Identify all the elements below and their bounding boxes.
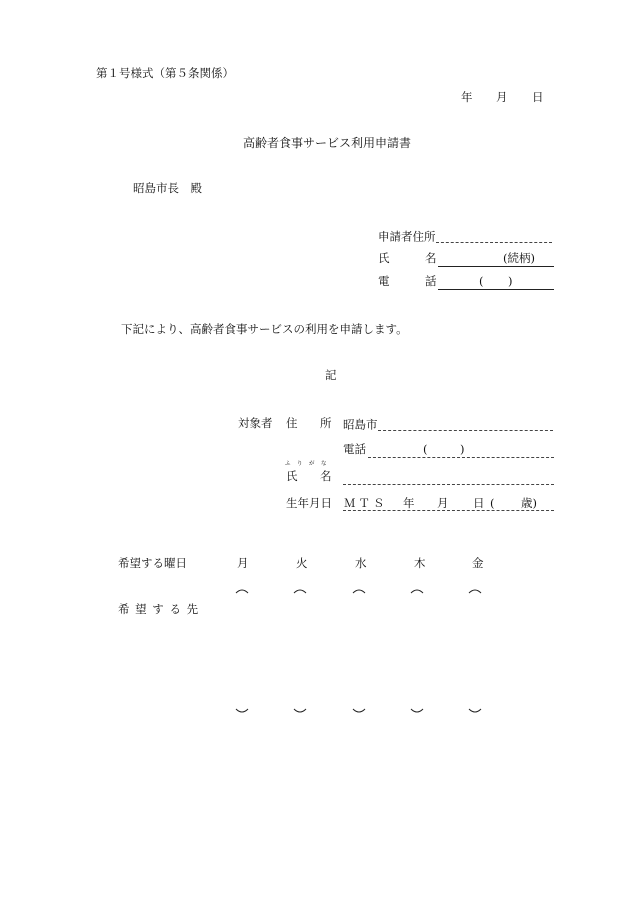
- birth-eras: ＭＴＳ: [344, 496, 388, 510]
- subject-name-label-2: 名: [320, 469, 332, 483]
- bracket-top-thu: [411, 590, 423, 593]
- subject-label: 対象者: [238, 416, 273, 430]
- date-year-label: 年: [461, 90, 473, 104]
- furigana-label: ふ り が な: [285, 461, 328, 467]
- birth-month-label: 月: [437, 496, 449, 510]
- bracket-bottom-thu: [411, 709, 423, 712]
- day-thursday: 木: [414, 556, 426, 570]
- applicant-phone-paren-close: ): [508, 274, 513, 288]
- applicant-name-label-2: 名: [425, 251, 437, 265]
- applicant-phone-paren-open: (: [479, 274, 484, 288]
- day-monday: 月: [237, 556, 249, 570]
- bracket-bottom-fri: [469, 709, 481, 712]
- date-day-label: 日: [532, 90, 544, 104]
- bracket-bottom-wed: [353, 709, 365, 712]
- age-paren-open: (: [490, 496, 495, 510]
- applicant-relation: (続柄): [503, 251, 535, 265]
- bracket-top-fri: [469, 590, 481, 593]
- birth-label: 生年月日: [286, 496, 332, 510]
- applicant-phone-label-1: 電: [378, 274, 390, 288]
- bracket-bottom-tue: [294, 709, 306, 712]
- birth-year-label: 年: [403, 496, 415, 510]
- birth-day-label: 日: [473, 496, 485, 510]
- subject-phone-label: 電話: [343, 442, 366, 456]
- applicant-address-label: 申請者住所: [378, 229, 436, 244]
- bracket-top-tue: [294, 590, 306, 593]
- day-wednesday: 水: [355, 556, 367, 570]
- preferred-days-label: 希望する曜日: [118, 556, 187, 570]
- subject-phone-paren-open: (: [423, 442, 428, 456]
- bracket-top-wed: [353, 590, 365, 593]
- intro-text: 下記により、高齢者食事サービスの利用を申請します。: [121, 322, 408, 336]
- bracket-top-mon: [236, 590, 248, 593]
- subject-city: 昭島市: [343, 417, 378, 432]
- age-label: 歳): [521, 496, 537, 510]
- subject-address-label-2: 所: [320, 416, 332, 430]
- subject-address-label-1: 住: [286, 416, 298, 430]
- bracket-bottom-mon: [236, 709, 248, 712]
- subject-name-label-1: 氏: [286, 469, 298, 483]
- day-tuesday: 火: [296, 556, 308, 570]
- applicant-phone-label-2: 話: [425, 274, 437, 288]
- form-number: 第１号様式（第５条関係）: [96, 66, 234, 80]
- day-friday: 金: [472, 556, 484, 570]
- ki-heading: 記: [325, 368, 337, 382]
- destination-label: 希 望 す る 先: [118, 602, 200, 616]
- applicant-name-label-1: 氏: [378, 251, 390, 265]
- date-month-label: 月: [496, 90, 508, 104]
- addressee: 昭島市長 殿: [133, 181, 202, 195]
- document-title: 高齢者食事サービス利用申請書: [243, 136, 412, 150]
- subject-phone-paren-close: ): [460, 442, 465, 456]
